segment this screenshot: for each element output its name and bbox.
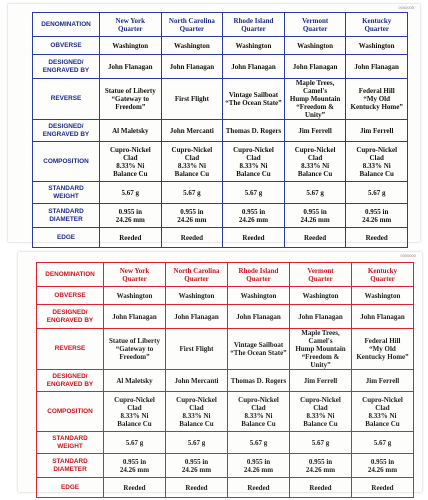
spec-row [33,55,408,79]
spec-row [37,287,414,305]
spec-cell: John Flanagan [284,55,346,79]
spec-row [37,305,414,329]
spec-cell: 0.955 in 24.26 mm [352,454,414,478]
spec-cell: Reeded [228,478,290,498]
row-label: EDGE [37,478,104,498]
spec-cell: John Mercanti [161,120,223,142]
row-label: EDGE [33,228,100,248]
spec-cell: Cupro-Nickel Clad 8.33% Ni Balance Cu [100,142,162,182]
spec-cell: Cupro-Nickel Clad 8.33% Ni Balance Cu [228,392,290,432]
spec-row [33,79,408,120]
row-label: REVERSE [37,329,104,370]
spec-cell: Washington [346,37,408,55]
spec-cell: Al Maletsky [104,370,166,392]
spec-cell: John Flanagan [166,305,228,329]
spec-cell: Al Maletsky [100,120,162,142]
row-label: STANDARD WEIGHT [33,182,100,204]
spec-cell: 5.67 g [104,432,166,454]
spec-cell: 5.67 g [284,182,346,204]
spec-cell: Cupro-Nickel Clad 8.33% Ni Balance Cu [166,392,228,432]
spec-cell: 0.955 in 24.26 mm [100,204,162,228]
spec-row [37,454,414,478]
spec-cell: 5.67 g [228,432,290,454]
spec-cell: First Flight [161,79,223,120]
spec-cell: John Flanagan [161,55,223,79]
spec-cell: Jim Ferrell [290,370,352,392]
spec-cell: 0.955 in 24.26 mm [346,204,408,228]
spec-row [33,13,408,37]
spec-cell: Reeded [100,228,162,248]
blue-spec-table [32,12,408,248]
spec-cell: Washington [290,287,352,305]
spec-cell: 5.67 g [166,432,228,454]
spec-cell: Reeded [346,228,408,248]
spec-cell: John Flanagan [346,55,408,79]
spec-row [33,204,408,228]
spec-cell: Cupro-Nickel Clad 8.33% Ni Balance Cu [104,392,166,432]
spec-cell: Washington [104,287,166,305]
row-label: OBVERSE [33,37,100,55]
quarter-name-cell: North Carolina Quarter [166,263,228,287]
spec-cell: Cupro-Nickel Clad 8.33% Ni Balance Cu [352,392,414,432]
quarter-name-cell: New York Quarter [104,263,166,287]
row-label: OBVERSE [37,287,104,305]
spec-cell: 5.67 g [223,182,285,204]
sheet-mark: 0000000 [400,253,416,258]
spec-row [37,478,414,498]
spec-cell: 0.955 in 24.26 mm [290,454,352,478]
spec-cell: Washington [100,37,162,55]
quarter-name-cell: Vermont Quarter [284,13,346,37]
spec-cell: First Flight [166,329,228,370]
red-spec-card [18,252,422,492]
spec-cell: Cupro-Nickel Clad 8.33% Ni Balance Cu [290,392,352,432]
row-label: STANDARD WEIGHT [37,432,104,454]
spec-cell: Washington [352,287,414,305]
spec-cell: Cupro-Nickel Clad 8.33% Ni Balance Cu [161,142,223,182]
blue-spec-card [8,4,420,242]
spec-cell: Thomas D. Rogers [228,370,290,392]
row-label: DESIGNED/ ENGRAVED BY [33,120,100,142]
spec-cell: Cupro-Nickel Clad 8.33% Ni Balance Cu [346,142,408,182]
spec-cell: Vintage Sailboat “The Ocean State” [228,329,290,370]
row-label: STANDARD DIAMETER [33,204,100,228]
spec-row [37,329,414,370]
spec-row [37,392,414,432]
quarter-name-cell: Kentucky Quarter [352,263,414,287]
spec-cell: Cupro-Nickel Clad 8.33% Ni Balance Cu [284,142,346,182]
spec-cell: 0.955 in 24.26 mm [228,454,290,478]
spec-row [37,370,414,392]
spec-row [33,120,408,142]
spec-cell: Reeded [104,478,166,498]
spec-cell: Washington [228,287,290,305]
spec-cell: Reeded [290,478,352,498]
spec-cell: John Flanagan [228,305,290,329]
spec-cell: Reeded [284,228,346,248]
spec-cell: Federal Hill “My Old Kentucky Home” [346,79,408,120]
spec-cell: Washington [166,287,228,305]
spec-cell: Reeded [166,478,228,498]
spec-cell: Washington [223,37,285,55]
spec-cell: John Flanagan [352,305,414,329]
spec-cell: 0.955 in 24.26 mm [161,204,223,228]
spec-row [33,182,408,204]
spec-cell: Statue of Liberty “Gateway to Freedom” [100,79,162,120]
row-label: DESIGNED/ ENGRAVED BY [37,305,104,329]
spec-cell: 0.955 in 24.26 mm [104,454,166,478]
spec-row [37,263,414,287]
spec-cell: Washington [161,37,223,55]
spec-cell: Thomas D. Rogers [223,120,285,142]
sheet-mark: 0000000 [398,5,414,10]
red-spec-table [36,262,414,498]
spec-cell: 5.67 g [290,432,352,454]
spec-cell: 5.67 g [161,182,223,204]
quarter-name-cell: Kentucky Quarter [346,13,408,37]
spec-cell: Jim Ferrell [284,120,346,142]
spec-cell: Reeded [223,228,285,248]
quarter-name-cell: Rhode Island Quarter [228,263,290,287]
spec-cell: John Flanagan [223,55,285,79]
spec-cell: Maple Trees, Camel's Hump Mountain “Freedom & Unity” [290,329,352,370]
spec-cell: Vintage Sailboat “The Ocean State” [223,79,285,120]
spec-row [33,228,408,248]
row-label: DENOMINATION [33,13,100,37]
row-label: DESIGNED/ ENGRAVED BY [33,55,100,79]
spec-cell: 0.955 in 24.26 mm [284,204,346,228]
spec-row [37,432,414,454]
spec-cell: 5.67 g [352,432,414,454]
spec-cell: Reeded [161,228,223,248]
spec-cell: Maple Trees, Camel's Hump Mountain “Freedom & Unity” [284,79,346,120]
spec-cell: 0.955 in 24.26 mm [223,204,285,228]
row-label: DESIGNED/ ENGRAVED BY [37,370,104,392]
spec-cell: Reeded [352,478,414,498]
quarter-name-cell: Rhode Island Quarter [223,13,285,37]
spec-row [33,37,408,55]
row-label: REVERSE [33,79,100,120]
spec-row [33,142,408,182]
spec-cell: Jim Ferrell [352,370,414,392]
quarter-name-cell: New York Quarter [100,13,162,37]
spec-cell: John Flanagan [290,305,352,329]
quarter-name-cell: Vermont Quarter [290,263,352,287]
spec-cell: John Flanagan [104,305,166,329]
row-label: DENOMINATION [37,263,104,287]
spec-cell: Washington [284,37,346,55]
spec-cell: Statue of Liberty “Gateway to Freedom” [104,329,166,370]
quarter-name-cell: North Carolina Quarter [161,13,223,37]
spec-cell: Federal Hill “My Old Kentucky Home” [352,329,414,370]
spec-cell: John Mercanti [166,370,228,392]
spec-cell: John Flanagan [100,55,162,79]
row-label: COMPOSITION [37,392,104,432]
spec-cell: 0.955 in 24.26 mm [166,454,228,478]
spec-cell: 5.67 g [100,182,162,204]
row-label: COMPOSITION [33,142,100,182]
spec-cell: Cupro-Nickel Clad 8.33% Ni Balance Cu [223,142,285,182]
row-label: STANDARD DIAMETER [37,454,104,478]
spec-cell: 5.67 g [346,182,408,204]
spec-cell: Jim Ferrell [346,120,408,142]
